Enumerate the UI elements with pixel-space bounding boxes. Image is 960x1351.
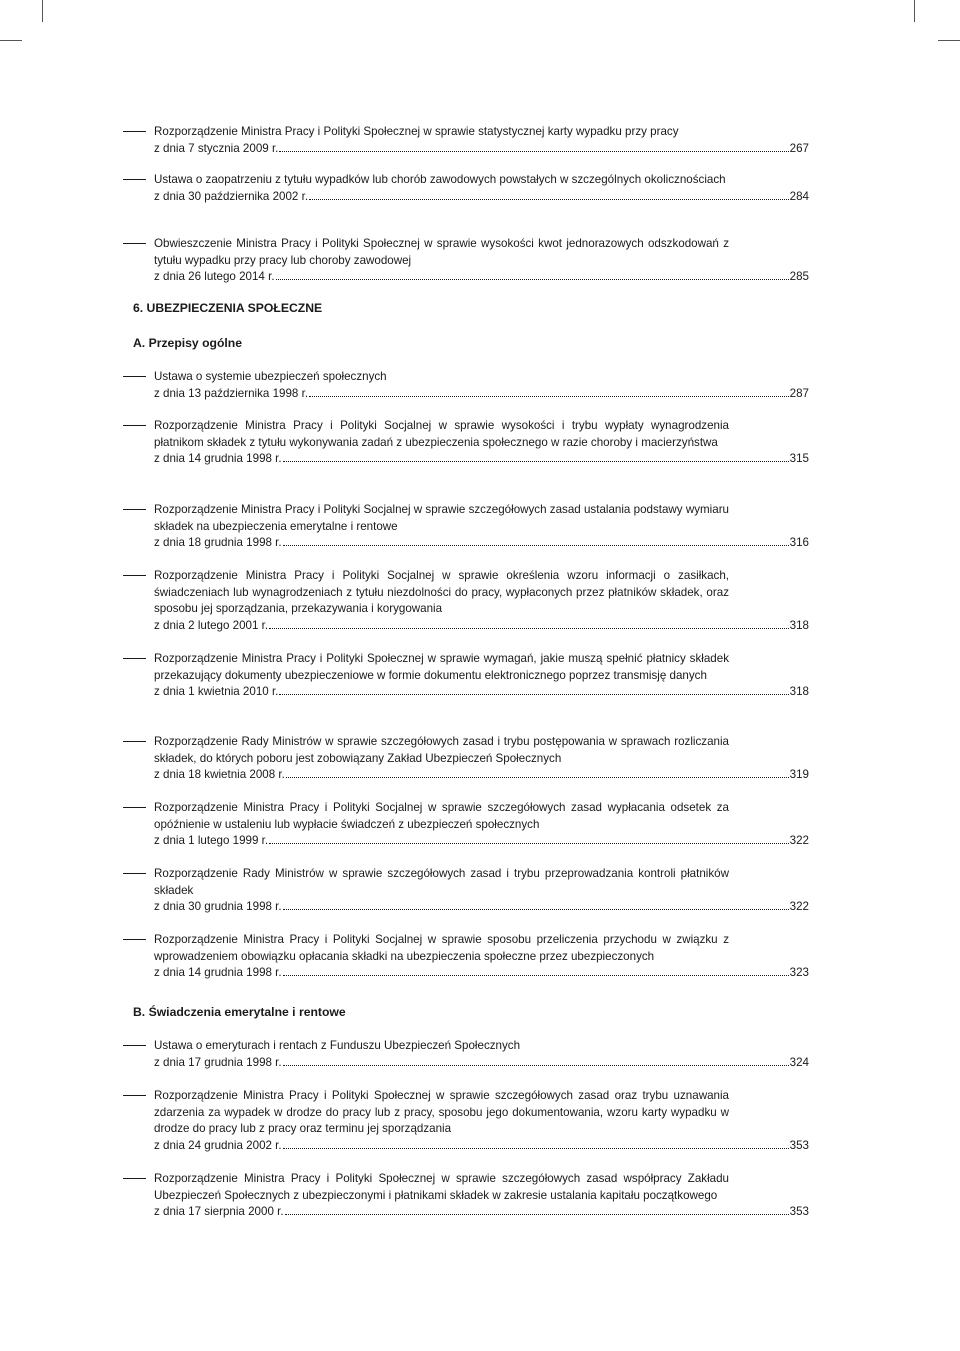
toc-entry	[123, 932, 809, 982]
dot-leader	[279, 693, 788, 695]
entry-title: Rozporządzenie Ministra Pracy i Polityki Społecznej w sprawie statystycznej karty wypadku przy pracy	[154, 125, 679, 138]
entry-date: z dnia 14 grudnia 1998 r.	[154, 966, 282, 980]
toc-entry	[123, 418, 809, 468]
entry-title: Rozporządzenie Ministra Pracy i Polityki Socjalnej w sprawie określenia wzoru informacji o zasiłkach, świadczeniach lub wynagrodzeniach z tytułu niezdolności do pracy, wypłaconych przez płatników składek, oraz sposobu jej sporządzania, przekazywania i korygowania	[154, 569, 729, 616]
entry-title: Obwieszczenie Ministra Pracy i Polityki Społecznej w sprawie wysokości kwot jednorazowych odszkodowań z tytułu wypadku przy pracy lub choroby zawodowej	[154, 237, 729, 267]
toc-entry	[123, 734, 809, 784]
entry-date: z dnia 17 grudnia 1998 r.	[154, 1055, 282, 1069]
entry-date-line	[154, 1138, 809, 1155]
dash-marker	[123, 658, 146, 659]
entry-date-line	[154, 141, 809, 158]
dot-leader	[269, 627, 789, 629]
subsection-heading: B. Świadczenia emerytalne i rentowe	[133, 1005, 346, 1019]
toc-entry	[123, 172, 809, 205]
entry-date-line	[154, 1204, 809, 1221]
entry-date-line	[154, 899, 809, 916]
entry-title: Rozporządzenie Ministra Pracy i Polityki Socjalnej w sprawie sposobu przeliczenia przychodu w związku z wprowadzeniem obowiązku opłacania składki na ubezpieczenia społeczne przez ubezpieczonych	[154, 933, 729, 963]
dot-leader	[309, 395, 789, 397]
dot-leader	[279, 150, 788, 152]
entry-date: z dnia 1 lutego 1999 r.	[154, 834, 269, 848]
entry-date-line	[154, 535, 809, 552]
toc-entry	[123, 502, 809, 552]
entry-date-line	[154, 269, 809, 286]
dash-marker	[123, 807, 146, 808]
dot-leader	[283, 1147, 789, 1149]
dash-marker	[123, 939, 146, 940]
dash-marker	[123, 425, 146, 426]
dash-marker	[123, 1095, 146, 1096]
toc-entry	[123, 124, 809, 157]
entry-date: z dnia 2 lutego 2001 r.	[154, 618, 269, 632]
dash-marker	[123, 873, 146, 874]
entry-date: z dnia 14 grudnia 1998 r.	[154, 452, 282, 466]
toc-entry	[123, 1171, 809, 1221]
page-number: 322	[789, 900, 809, 914]
dash-marker	[123, 1178, 146, 1179]
entry-date: z dnia 7 stycznia 2009 r.	[154, 141, 279, 155]
crop-mark-left	[0, 40, 22, 41]
entry-date-line	[154, 767, 809, 784]
toc-entry	[123, 568, 809, 634]
entry-date-line	[154, 833, 809, 850]
dot-leader	[283, 460, 789, 462]
toc-entry	[123, 236, 809, 286]
page-number: 316	[789, 536, 809, 550]
page-number: 284	[789, 189, 809, 203]
entry-date: z dnia 13 października 1998 r.	[154, 386, 309, 400]
dot-leader	[269, 842, 789, 844]
dot-leader	[283, 974, 789, 976]
dash-marker	[123, 131, 146, 132]
dot-leader	[285, 1213, 789, 1215]
dot-leader	[309, 198, 789, 200]
toc-entry	[123, 1038, 809, 1071]
page-number: 315	[789, 452, 809, 466]
page-number: 323	[789, 966, 809, 980]
entry-date-line	[154, 684, 809, 701]
page-number: 319	[789, 768, 809, 782]
entry-date: z dnia 24 grudnia 2002 r.	[154, 1138, 282, 1152]
page-number: 324	[789, 1055, 809, 1069]
toc-entry	[123, 651, 809, 701]
entry-date: z dnia 30 grudnia 1998 r.	[154, 900, 282, 914]
crop-mark-top-left	[42, 0, 43, 22]
dot-leader	[283, 1064, 789, 1066]
page-number: 267	[789, 141, 809, 155]
dash-marker	[123, 243, 146, 244]
page-number: 322	[789, 834, 809, 848]
dash-marker	[123, 1045, 146, 1046]
entry-title: Rozporządzenie Ministra Pracy i Polityki Społecznej w sprawie szczegółowych zasad oraz trybu uznawania zdarzenia za wypadek w drodze do pracy lub z pracy, sposobu jego dokumentowania, wzoru karty wypadku w drodze do pracy lub z pracy oraz terminu jej sporządzania	[154, 1089, 729, 1136]
page-number: 353	[789, 1138, 809, 1152]
entry-date-line	[154, 189, 809, 206]
entry-date: z dnia 30 października 2002 r.	[154, 189, 309, 203]
entry-title: Rozporządzenie Ministra Pracy i Polityki Socjalnej w sprawie szczegółowych zasad wypłacania odsetek za opóźnienie w ustaleniu lub wypłacie świadczeń z ubezpieczeń społecznych	[154, 801, 729, 831]
entry-title: Ustawa o zaopatrzeniu z tytułu wypadków lub chorób zawodowych powstałych w szczególnych okolicznościach	[154, 173, 726, 186]
crop-mark-right	[938, 40, 960, 41]
entry-title: Ustawa o emeryturach i rentach z Funduszu Ubezpieczeń Społecznych	[154, 1039, 521, 1052]
dash-marker	[123, 376, 146, 377]
crop-mark-top-right	[914, 0, 915, 22]
dash-marker	[123, 575, 146, 576]
entry-title: Rozporządzenie Ministra Pracy i Polityki Socjalnej w sprawie wysokości i trybu wypłaty wynagrodzenia płatnikom składek z tytułu wykonywania zadań z ubezpieczenia społecznego w razie choroby i macierzyństwa	[154, 419, 729, 449]
toc-entry	[123, 1088, 809, 1154]
entry-date: z dnia 1 kwietnia 2010 r.	[154, 685, 279, 699]
page-number: 287	[789, 386, 809, 400]
dot-leader	[283, 544, 789, 546]
page-number: 318	[789, 618, 809, 632]
entry-title: Ustawa o systemie ubezpieczeń społecznych	[154, 370, 387, 383]
dash-marker	[123, 509, 146, 510]
section-heading: 6. UBEZPIECZENIA SPOŁECZNE	[133, 301, 323, 315]
dash-marker	[123, 741, 146, 742]
entry-title: Rozporządzenie Rady Ministrów w sprawie szczegółowych zasad i trybu przeprowadzania kontroli płatników składek	[154, 867, 729, 897]
dot-leader	[286, 776, 789, 778]
entry-date-line	[154, 1055, 809, 1072]
entry-title: Rozporządzenie Ministra Pracy i Polityki Społecznej w sprawie szczegółowych zasad współpracy Zakładu Ubezpieczeń Społecznych z ubezpieczonymi i płatnikami składek w zakresie ustalania kapitału początkowego	[154, 1172, 729, 1202]
entry-date-line	[154, 618, 809, 635]
toc-entry	[123, 800, 809, 850]
dot-leader	[283, 908, 789, 910]
dot-leader	[276, 278, 789, 280]
dash-marker	[123, 179, 146, 180]
entry-date: z dnia 18 grudnia 1998 r.	[154, 536, 282, 550]
toc-entry	[123, 866, 809, 916]
entry-date: z dnia 26 lutego 2014 r.	[154, 270, 275, 284]
page-number: 285	[789, 270, 809, 284]
subsection-heading: A. Przepisy ogólne	[133, 336, 243, 350]
entry-date-line	[154, 965, 809, 982]
entry-title: Rozporządzenie Rady Ministrów w sprawie szczegółowych zasad i trybu postępowania w sprawach rozliczania składek, do których poboru jest zobowiązany Zakład Ubezpieczeń Społecznych	[154, 735, 729, 765]
entry-date: z dnia 18 kwietnia 2008 r.	[154, 768, 285, 782]
entry-date-line	[154, 386, 809, 403]
entry-title: Rozporządzenie Ministra Pracy i Polityki Socjalnej w sprawie szczegółowych zasad ustalania podstawy wymiaru składek na ubezpieczenia emerytalne i rentowe	[154, 503, 729, 533]
page-number: 318	[789, 685, 809, 699]
entry-date-line	[154, 451, 809, 468]
page-number: 353	[789, 1205, 809, 1219]
entry-title: Rozporządzenie Ministra Pracy i Polityki Społecznej w sprawie wymagań, jakie muszą spełnić płatnicy składek przekazujący dokumenty ubezpieczeniowe w formie dokumentu elektronicznego poprzez transmisję danych	[154, 652, 729, 682]
entry-date: z dnia 17 sierpnia 2000 r.	[154, 1205, 284, 1219]
toc-entry	[123, 369, 809, 402]
